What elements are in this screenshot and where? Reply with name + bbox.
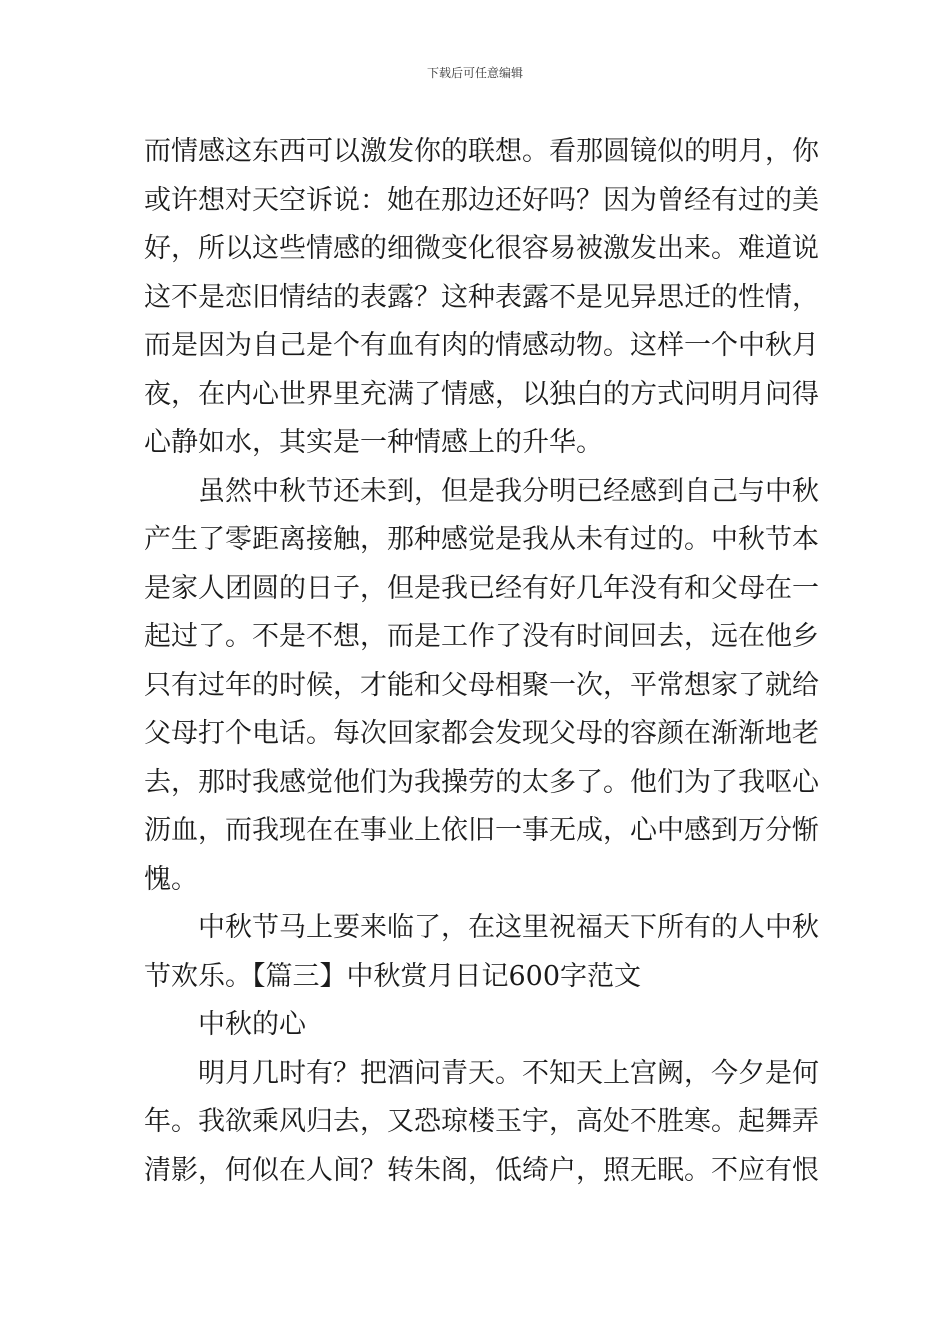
text-line: 节欢乐。【篇三】中秋赏月日记600字范文 — [144, 960, 642, 992]
text-line: 而情感这东西可以激发你的联想。看那圆镜似的明月，你 — [144, 136, 819, 167]
text-line: 是家人团圆的日子，但是我已经有好几年没有和父母在一 — [144, 572, 819, 604]
text-line: 只有过年的时候，才能和父母相聚一次，平常想家了就给 — [144, 669, 819, 701]
text-line: 父母打个电话。每次回家都会发现父母的容颜在渐渐地老 — [144, 718, 819, 749]
section-title: 中秋的心 — [198, 1009, 306, 1040]
document-body — [144, 128, 819, 1195]
text-line: 而是因为自己是个有血有肉的情感动物。这样一个中秋月 — [144, 330, 819, 361]
text-line: 明月几时有？把酒问青天。不知天上宫阙，今夕是何 — [198, 1057, 819, 1089]
text-line: 起过了。不是不想，而是工作了没有时间回去，远在他乡 — [144, 621, 819, 652]
text-line: 沥血，而我现在在事业上依旧一事无成，心中感到万分惭 — [144, 815, 819, 846]
text-line: 或许想对天空诉说：她在那边还好吗？因为曾经有过的美 — [144, 184, 819, 216]
text-line: 清影，何似在人间？转朱阁，低绮户，照无眠。不应有恨 — [144, 1154, 819, 1186]
text-line: 心静如水，其实是一种情感上的升华。 — [144, 427, 603, 458]
text-line: 好，所以这些情感的细微变化很容易被激发出来。难道说 — [144, 233, 819, 264]
text-line: 愧。 — [144, 863, 198, 895]
page-header: 下载后可任意编辑 — [426, 66, 523, 80]
text-line: 年。我欲乘风归去，又恐琼楼玉宇，高处不胜寒。起舞弄 — [144, 1106, 819, 1137]
text-line: 产生了零距离接触，那种感觉是我从未有过的。中秋节本 — [144, 524, 819, 555]
text-line: 中秋节马上要来临了，在这里祝福天下所有的人中秋 — [198, 912, 819, 943]
text-line: 这不是恋旧情结的表露？这种表露不是见异思迁的性情， — [144, 281, 819, 313]
text-line: 虽然中秋节还未到，但是我分明已经感到自己与中秋 — [198, 475, 819, 507]
text-line: 夜，在内心世界里充满了情感，以独白的方式问明月问得 — [144, 378, 819, 410]
text-line: 去，那时我感觉他们为我操劳的太多了。他们为了我呕心 — [144, 766, 819, 798]
